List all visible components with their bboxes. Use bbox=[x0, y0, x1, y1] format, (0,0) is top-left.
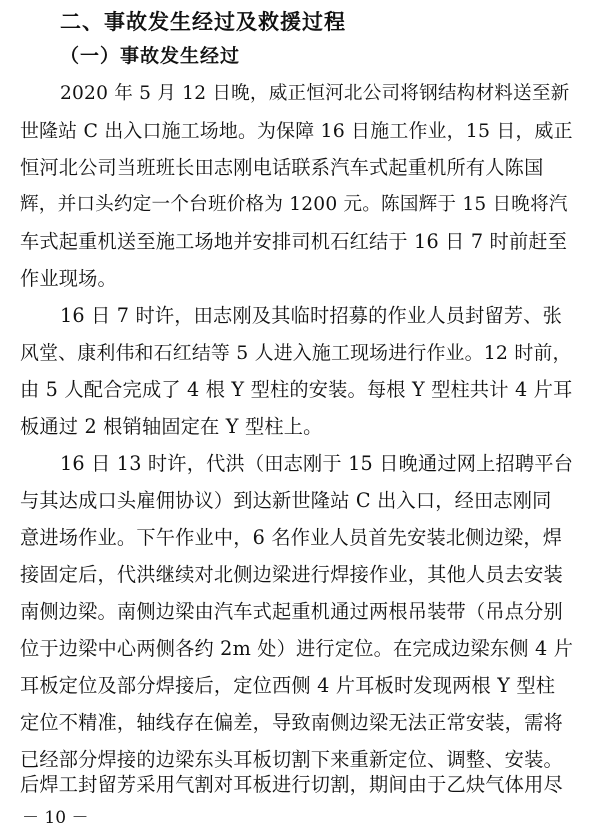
paragraph-line: 风堂、康利伟和石红结等 5 人进入施工现场进行作业。12 时前， bbox=[20, 342, 572, 364]
paragraph-line: 16 日 7 时许，田志刚及其临时招募的作业人员封留芳、张 bbox=[60, 304, 563, 327]
paragraph-line: 辉，并口头约定一个台班价格为 1200 元。陈国辉于 15 日晚将汽 bbox=[20, 194, 568, 215]
paragraph-line: 作业现场。 bbox=[20, 267, 117, 290]
paragraph-line: 车式起重机送至施工场地并安排司机石红结于 16 日 7 时前赶至 bbox=[20, 230, 568, 253]
section-heading: 二、事故发生经过及救援过程 bbox=[60, 10, 346, 34]
paragraph-line: 由 5 人配合完成了 4 根 Y 型柱的安装。每根 Y 型柱共计 4 片耳 bbox=[20, 378, 573, 401]
paragraph-line: 位于边梁中心两侧各约 2m 处）进行定位。在完成边梁东侧 4 片 bbox=[20, 637, 574, 660]
paragraph-line: 世隆站 C 出入口施工场地。为保障 16 日施工作业，15 日，威正 bbox=[20, 120, 573, 142]
paragraph-line: 耳板定位及部分焊接后，定位西侧 4 片耳板时发现两根 Y 型柱 bbox=[20, 674, 556, 697]
paragraph-line: 恒河北公司当班班长田志刚电话联系汽车式起重机所有人陈国 bbox=[20, 156, 544, 179]
paragraph-line: 已经部分焊接的边梁东头耳板切割下来重新定位、调整、安装。 bbox=[20, 748, 563, 771]
paragraph-line: 后焊工封留芳采用气割对耳板进行切割，期间由于乙炔气体用尽 bbox=[20, 773, 563, 796]
paragraph-line: 定位不精准，轴线存在偏差，导致南侧边梁无法正常安装，需将 bbox=[20, 711, 563, 734]
paragraph-line: 16 日 13 时许，代洪（田志刚于 15 日晚通过网上招聘平台 bbox=[60, 452, 574, 475]
paragraph-line: 板通过 2 根销轴固定在 Y 型柱上。 bbox=[20, 415, 323, 438]
paragraph-line: 2020 年 5 月 12 日晚，威正恒河北公司将钢结构材料送至新 bbox=[60, 83, 570, 104]
subsection-heading: （一）事故发生经过 bbox=[60, 45, 241, 67]
page-number: － 10 － bbox=[22, 808, 89, 828]
paragraph-line: 南侧边梁。南侧边梁由汽车式起重机通过两根吊装带（吊点分别 bbox=[20, 600, 563, 623]
paragraph-line: 意进场作业。下午作业中，6 名作业人员首先安装北侧边梁，焊 bbox=[20, 526, 563, 549]
paragraph-line: 接固定后，代洪继续对北侧边梁进行焊接作业，其他人员去安装 bbox=[20, 563, 563, 586]
paragraph-line: 与其达成口头雇佣协议）到达新世隆站 C 出入口，经田志刚同 bbox=[20, 489, 552, 512]
